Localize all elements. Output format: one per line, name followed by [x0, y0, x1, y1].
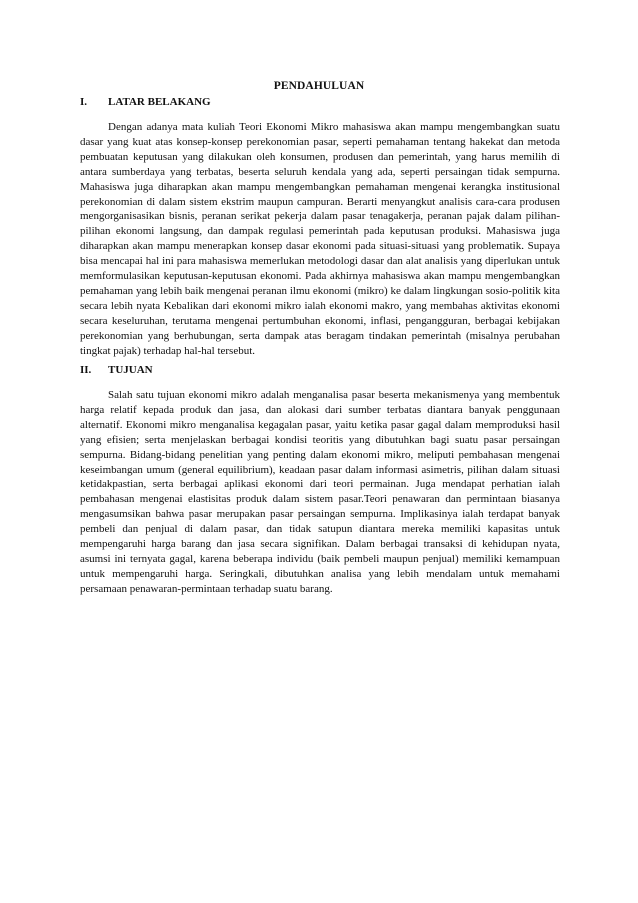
- section-number: I.: [80, 96, 88, 108]
- paragraph-tujuan: Salah satu tujuan ekonomi mikro adalah menganalisa pasar beserta mekanismenya yang membentuk harga relatif kepada produk dan jasa, dan alokasi dari sumber terbatas diantara banyak penggunaan alternatif. Ekonomi mikro menganalisa kegagalan pasar, yaitu ketika pasar gagal dalam memproduksi hasil yang efisien; serta menjelaskan berbagai kondisi teoritis yang dibutuhkan bagi suatu pasar persaingan sempurna. Bidang-bidang penelitian yang penting dalam ekonomi mikro, meliputi pembahasan mengenai keseimbangan umum (general equilibrium), keadaan pasar dalam informasi asimetris, pilihan dalam situasi ketidakpastian, serta berbagai aplikasi ekonomi dari teori permainan. Juga mendapat perhatian ialah pembahasan mengenai elastisitas produk dalam sistem pasar.Teori penawaran dan permintaan biasanya mengasumsikan bahwa pasar merupakan pasar persaingan sempurna. Implikasinya ialah terdapat banyak pembeli dan penjual di dalam pasar, dan tidak satupun diantara mereka memiliki kapasitas untuk mempengaruhi harga barang dan jasa secara signifikan. Dalam berbagai transaksi di kehidupan nyata, asumsi ini ternyata gagal, karena beberapa individu (baik pembeli maupun penjual) memiliki kemampuan untuk mempengaruhi harga. Seringkali, dibutuhkan analisa yang lebih mendalam untuk memahami persamaan penawaran-permintaan terhadap suatu barang.: [80, 389, 560, 595]
- section-heading-latar-belakang: [80, 96, 211, 108]
- document-title: PENDAHULUAN: [273, 80, 365, 92]
- section-number: II.: [80, 364, 92, 376]
- section-heading-tujuan: [80, 364, 153, 376]
- paragraph-latar-belakang: Dengan adanya mata kuliah Teori Ekonomi Mikro mahasiswa akan mampu mengembangkan suatu dasar yang kuat atas konsep-konsep perekonomian pasar, seperti pemahaman tentang hakekat dan metoda pembuatan keputusan yang dilakukan oleh konsumen, produsen dan pemerintah, yang harus memilih di antara sumberdaya yang terbatas, beserta seluruh kendala yang ada, seperti persaingan tidak sempurna. Mahasiswa juga diharapkan akan mampu mengembangkan pemahaman mengenai kerangka institusional perekonomian di dalam sistem ekstrim maupun campuran. Berarti menyangkut analisis cara-cara produsen mengorganisasikan bisnis, peranan serikat pekerja dalam pasar tenagakerja, peranan pajak dalam pilihan-pilihan ekonomi langsung, dan dampak regulasi pemerintah pada keputusan produksi. Mahasiswa juga diharapkan akan mampu menerapkan konsep dasar ekonomi pada situasi-situasi yang problematik. Supaya bisa mencapai hal ini para mahasiswa memerlukan metodologi dasar dan alat analisis yang diperlukan untuk memformulasikan keputusan-keputusan ekonomi. Pada akhirnya mahasiswa akan mampu mengembangkan pemahaman yang lebih baik mengenai peranan ilmu ekonomi (mikro) ke dalam lingkungan sosio-politik kita secara lebih nyata Kebalikan dari ekonomi mikro ialah ekonomi makro, yang membahas aktivitas ekonomi secara keseluruhan, terutama mengenai pertumbuhan ekonomi, inflasi, pengangguran, berbagai kebijakan perekonomian yang berhubungan, serta dampak atas beragam tindakan pemerintah (misalnya perubahan tingkat pajak) terhadap hal-hal tersebut.: [80, 121, 560, 357]
- section-heading-text: LATAR BELAKANG: [108, 96, 211, 108]
- section-heading-text: TUJUAN: [108, 364, 153, 376]
